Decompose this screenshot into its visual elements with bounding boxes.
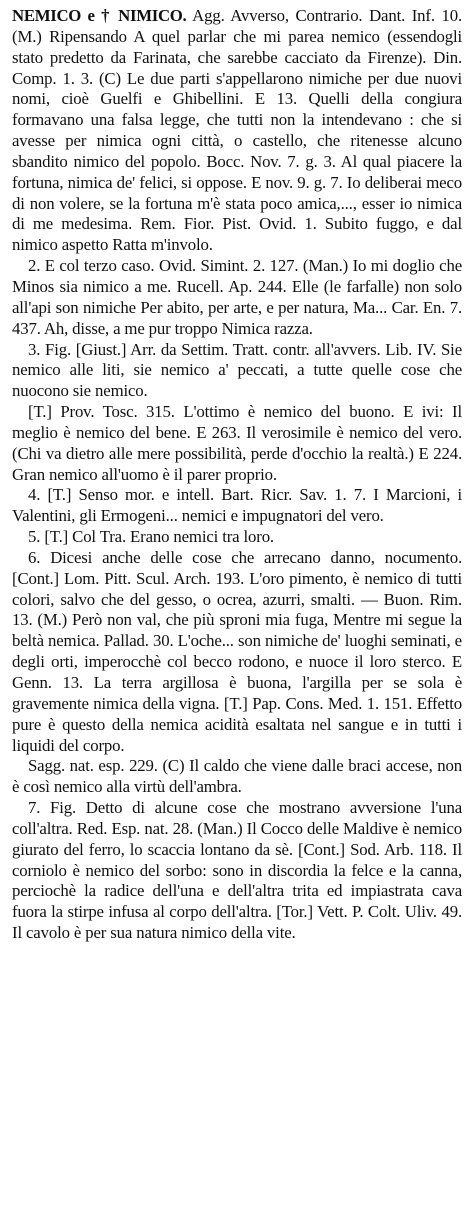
entry-paragraph-6: 5. [T.] Col Tra. Erano nemici tra loro. <box>28 527 274 547</box>
entry-paragraph-4: [T.] Prov. Tosc. 315. L'ottimo è nemico del buono. E ivi: Il meglio è nemico del bene. E 263. Il verosimile è nemico del vero. (Chi va dietro alle mere possibilità, perde d'occhio la realtà.) E 224. Gran nemico all'uomo è il parer proprio. <box>12 402 462 484</box>
entry-paragraph-8: Sagg. nat. esp. 229. (C) Il caldo che viene dalle braci accese, non è così nemico alla virtù dell'ambra. <box>12 756 462 797</box>
entry-definition-text: Agg. Avverso, Contrario. Dant. Inf. 10. (M.) Ripensando A quel parlar che mi parea nemico (essendogli stato predetto da Farinata, che sarebbe cacciato da Firenze). Din. Comp. 1. 3. (C) Le due parti s'appellarono nimiche per due nuovi nomi, cioè Guelfi e Ghibellini. E 13. Quelli della congiura formavano una falsa legge, che tutti non la intendevano : che si avesse per nimica ogni città, o castello, che ritenesse alcuno sbandito nimico del popolo. Bocc. Nov. 7. g. 3. Al qual piacere la fortuna, nimica de' felici, si oppose. E nov. 9. g. 7. Io deliberai meco di non volere, se la fortuna m'è stata poco amica,..., esser io nimica di me medesima. Rem. Fior. Pist. Ovid. 1. Subito fuggo, e dal nimico aspetto Ratta m'involo. <box>12 6 463 255</box>
dictionary-entry <box>12 6 462 944</box>
entry-headword: NEMICO e † NIMICO. <box>12 6 187 25</box>
entry-paragraph-5: 4. [T.] Senso mor. e intell. Bart. Ricr. Sav. 1. 7. I Marcioni, i Valentini, gli Ermogeni... nemici e impugnatori del vero. <box>12 485 462 526</box>
entry-paragraph-3: 3. Fig. [Giust.] Arr. da Settim. Tratt. contr. all'avvers. Lib. IV. Sie nemico alle liti, sie nemico a' peccati, a tutte quelle cose che nuocono sie nemico. <box>12 339 462 401</box>
entry-paragraph-2: 2. E col terzo caso. Ovid. Simint. 2. 127. (Man.) Io mi doglio che Minos sia nimico a me. Rucell. Ap. 244. Elle (le farfalle) non solo all'api son nimiche Per abito, per arte, e per natura, Ma... Car. En. 7. 437. Ah, disse, a me pur troppo Nimica razza. <box>12 256 462 338</box>
entry-paragraph-7: 6. Dicesi anche delle cose che arrecano danno, nocumento. [Cont.] Lom. Pitt. Scul. Arch. 193. L'oro pimento, è nemico di tutti colori, salvo che del gesso, o ocrea, azurri, smalti. — Buon. Rim. 13. (M.) Però non val, che più sproni mia fuga, Mentre mi segue la beltà nemica. Pallad. 30. L'oche... son nimiche de' luoghi seminati, e degli orti, imperocchè col becco rodono, e nuoce il loro sterco. E Genn. 13. La terra argillosa è buona, l'argilla per se sola è gravemente nimica della vigna. [T.] Pap. Cons. Med. 1. 151. Effetto pure è questo della nemica acidità esaltata nel sangue e in tutti i liquidi del corpo. <box>12 547 462 755</box>
entry-paragraph-9: 7. Fig. Detto di alcune cose che mostrano avversione l'una coll'altra. Red. Esp. nat. 28. (Man.) Il Cocco delle Maldive è nemico giurato del ferro, lo scaccia lontano da sè. [Cont.] Sod. Arb. 118. Il corniolo è nemico del sorbo: sono in discordia la felce e la canna, perciochè la radice dell'una e dell'altra trita ed impiastrata cava fuora la stirpe infusa al corpo dell'altra. [Tor.] Vett. P. Colt. Uliv. 49. Il cavolo è per sua natura nimico della vite. <box>12 798 462 943</box>
entry-paragraph-1 <box>12 6 462 256</box>
